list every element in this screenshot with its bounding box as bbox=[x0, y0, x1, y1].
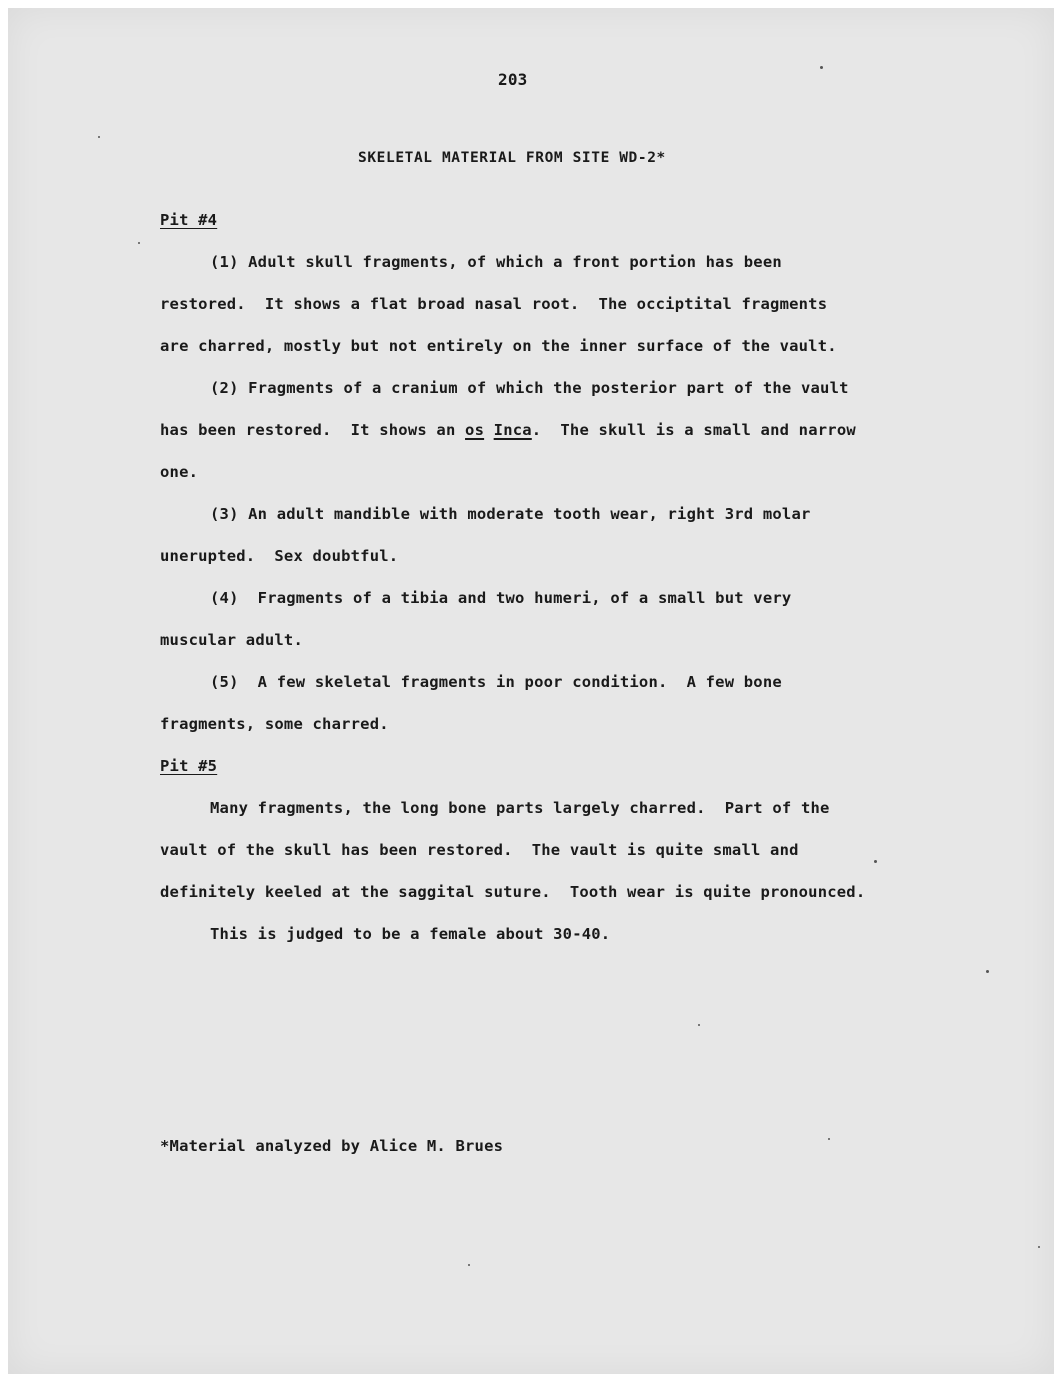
pit-4-item-2-line-2-end: . The skull is a small and narrow bbox=[531, 421, 856, 439]
scan-speck bbox=[820, 66, 823, 69]
pit-4-item-2-line-2-start: has been restored. It shows an bbox=[160, 421, 466, 439]
document-title: SKELETAL MATERIAL FROM SITE WD-2* bbox=[358, 150, 666, 166]
pit-5-line-1: Many fragments, the long bone parts largely charred. Part of the bbox=[210, 799, 830, 817]
pit-4-item-3-line-1: (3) An adult mandible with moderate tooth wear, right 3rd molar bbox=[210, 505, 811, 523]
scan-speck bbox=[138, 242, 140, 244]
pit-4-item-1-line-2: restored. It shows a flat broad nasal root. The occiptital fragments bbox=[160, 295, 828, 313]
pit-4-item-2-line-1: (2) Fragments of a cranium of which the posterior part of the vault bbox=[210, 379, 849, 397]
os-term: os bbox=[465, 421, 485, 439]
inca-term: Inca bbox=[493, 421, 532, 439]
pit-4-item-1-line-3: are charred, mostly but not entirely on the inner surface of the vault. bbox=[160, 337, 837, 355]
scan-speck bbox=[874, 860, 877, 863]
pit-5-line-3: definitely keeled at the saggital suture. Tooth wear is quite pronounced. bbox=[160, 883, 866, 901]
footnote: *Material analyzed by Alice M. Brues bbox=[160, 1137, 504, 1155]
document-page bbox=[8, 8, 1054, 1374]
pit-5-line-4: This is judged to be a female about 30-40. bbox=[210, 925, 611, 943]
scan-speck bbox=[986, 970, 989, 973]
scan-speck bbox=[828, 1138, 830, 1140]
pit-4-item-2-line-3: one. bbox=[160, 463, 199, 481]
pit-4-item-3-line-2: unerupted. Sex doubtful. bbox=[160, 547, 399, 565]
pit-5-line-2: vault of the skull has been restored. The vault is quite small and bbox=[160, 841, 799, 859]
scan-speck bbox=[1038, 1246, 1040, 1248]
pit-4-item-5-line-1: (5) A few skeletal fragments in poor condition. A few bone bbox=[210, 673, 782, 691]
pit-4-item-2-line-2 bbox=[160, 420, 856, 440]
pit-4-item-1-line-1: (1) Adult skull fragments, of which a front portion has been bbox=[210, 253, 782, 271]
pit-4-item-5-line-2: fragments, some charred. bbox=[160, 715, 389, 733]
pit-4-heading: Pit #4 bbox=[160, 211, 218, 229]
pit-4-item-4-line-2: muscular adult. bbox=[160, 631, 303, 649]
pit-4-item-4-line-1: (4) Fragments of a tibia and two humeri, of a small but very bbox=[210, 589, 792, 607]
page-number: 203 bbox=[498, 70, 528, 89]
scan-speck bbox=[98, 136, 100, 138]
pit-5-heading: Pit #5 bbox=[160, 757, 218, 775]
scan-speck bbox=[468, 1264, 470, 1266]
scan-speck bbox=[698, 1024, 700, 1026]
